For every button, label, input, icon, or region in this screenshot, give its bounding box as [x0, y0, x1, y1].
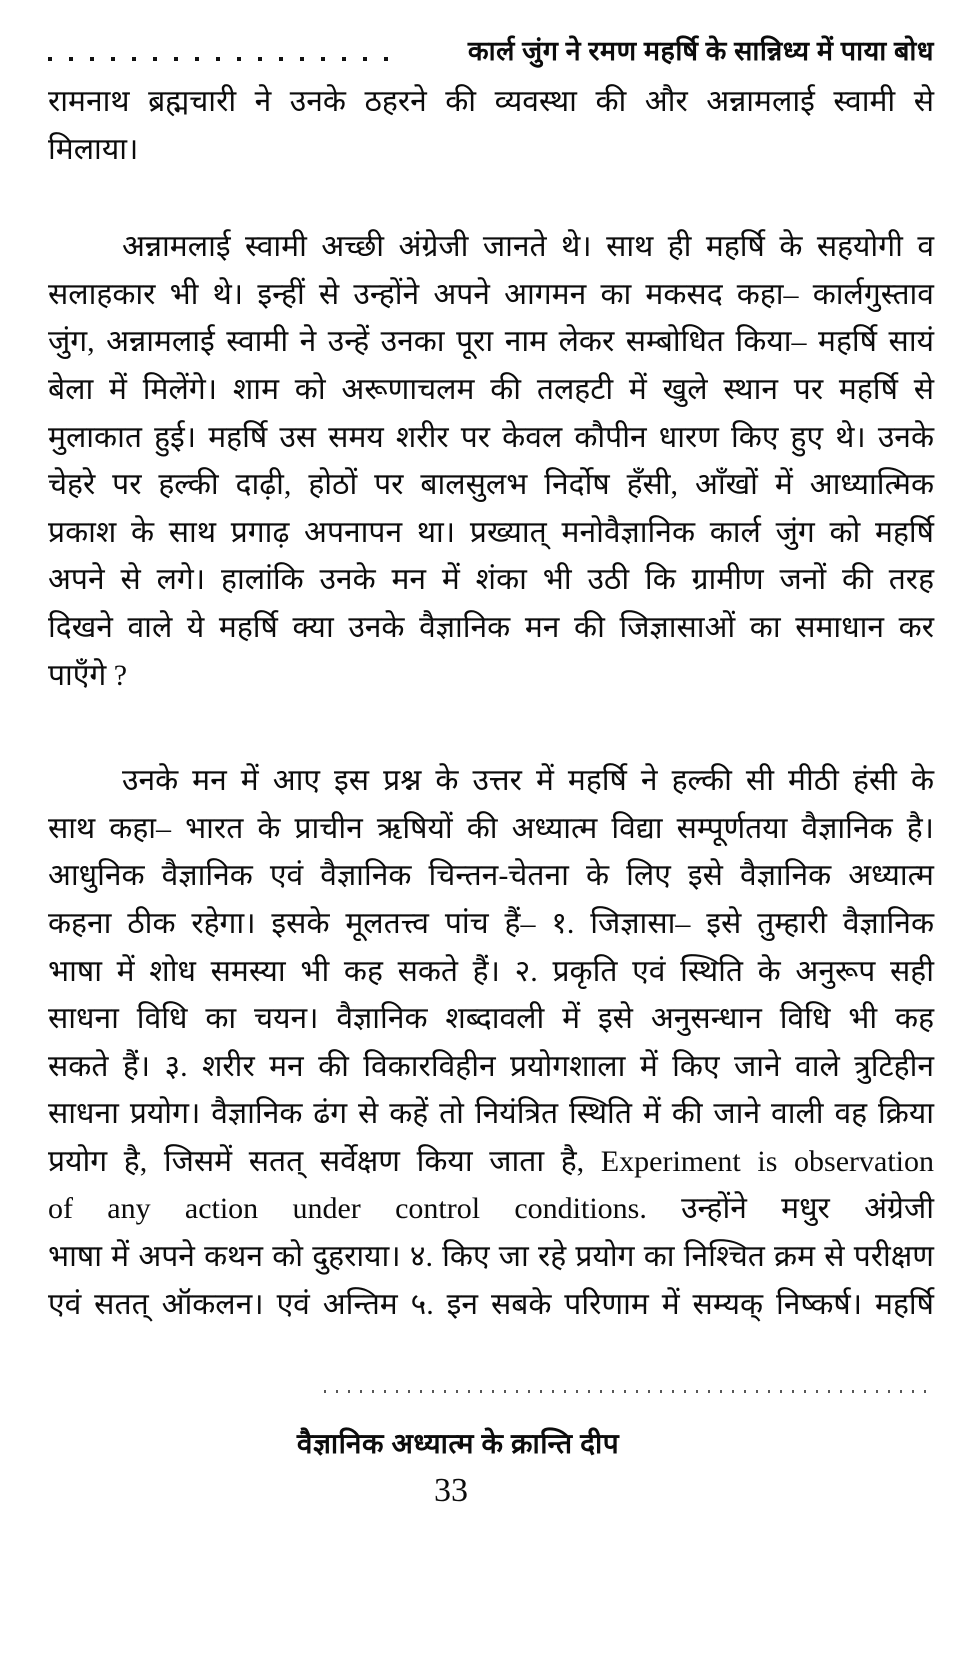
header-leader-dots	[48, 57, 400, 61]
text-line: सलाहकार भी थे। इन्हीं से उन्होंने अपने आगमन का मकसद कहा– कार्लगुस्ताव	[48, 277, 934, 311]
text-line: कहना ठीक रहेगा। इसके मूलतत्त्व पांच हैं– १. जिज्ञासा– इसे तुम्हारी वैज्ञानिक	[48, 906, 934, 940]
text-line: प्रयोग है, जिसमें सतत् सर्वेक्षण किया जाता है, Experiment is observation	[48, 1144, 934, 1178]
text-line: सकते हैं। ३. शरीर मन की विकारविहीन प्रयोगशाला में किए जाने वाले त्रुटिहीन	[48, 1049, 934, 1083]
text-line: साथ कहा– भारत के प्राचीन ऋषियों की अध्यात्म विद्या सम्पूर्णतया वैज्ञानिक है।	[48, 811, 934, 845]
page-number: 33	[434, 1472, 468, 1510]
text-line: रामनाथ ब्रह्मचारी ने उनके ठहरने की व्यवस्था की और अन्नामलाई स्वामी से	[48, 85, 934, 118]
text-line: भाषा में अपने कथन को दुहराया। ४. किए जा रहे प्रयोग का निश्चित क्रम से परीक्षण	[48, 1240, 934, 1274]
text-line: मुलाकात हुई। महर्षि उस समय शरीर पर केवल कौपीन धारण किए हुए थे। उनके	[48, 420, 934, 454]
text-line: साधना प्रयोग। वैज्ञानिक ढंग से कहें तो नियंत्रित स्थिति में की जाने वाली वह क्रिया	[48, 1097, 934, 1131]
text-line: बेला में मिलेंगे। शाम को अरूणाचलम की तलहटी में खुले स्थान पर महर्षि से	[48, 372, 934, 406]
text-line: जुंग, अन्नामलाई स्वामी ने उन्हें उनका पूरा नाम लेकर सम्बोधित किया– महर्षि सायं	[48, 325, 934, 359]
text-line: प्रकाश के साथ प्रगाढ़ अपनापन था। प्रख्यात् मनोवैज्ञानिक कार्ल जुंग को महर्षि	[48, 515, 934, 549]
text-line: आधुनिक वैज्ञानिक एवं वैज्ञानिक चिन्तन-चेतना के लिए इसे वैज्ञानिक अध्यात्म	[48, 859, 934, 893]
paragraph-1	[48, 78, 934, 173]
text-line: मिलाया।	[48, 132, 139, 166]
paragraph-3	[48, 757, 934, 1328]
book-title-footer: वैज्ञानिक अध्यात्म के क्रान्ति दीप	[296, 1429, 620, 1461]
text-line: एवं सतत् ऑकलन। एवं अन्तिम ५. इन सबके परिणाम में सम्यक् निष्कर्ष। महर्षि	[48, 1287, 934, 1321]
scanned-book-page	[48, 26, 934, 1513]
text-line: अपने से लगे। हालांकि उनके मन में शंका भी उठी कि ग्रामीण जनों की तरह	[48, 563, 934, 597]
text-line: चेहरे पर हल्की दाढ़ी, होठों पर बालसुलभ निर्दोष हँसी, आँखों में आध्यात्मिक	[48, 468, 934, 502]
chapter-running-title: कार्ल जुंग ने रमण महर्षि के सान्निध्य में पाया बोध	[467, 36, 934, 66]
text-line: अन्नामलाई स्वामी अच्छी अंग्रेजी जानते थे। साथ ही महर्षि के सहयोगी व	[122, 230, 934, 264]
running-header	[48, 26, 934, 70]
text-line: of any action under control conditions. उन्होंने मधुर अंग्रेजी	[48, 1192, 934, 1226]
text-line: दिखने वाले ये महर्षि क्या उनके वैज्ञानिक मन की जिज्ञासाओं का समाधान कर	[48, 610, 934, 644]
paragraph-2	[48, 223, 934, 699]
footer-dotted-rule	[324, 1390, 936, 1393]
text-line: पाएँगे ?	[48, 658, 128, 692]
text-line: उनके मन में आए इस प्रश्न के उत्तर में महर्षि ने हल्की सी मीठी हंसी के	[122, 764, 934, 798]
text-line: साधना विधि का चयन। वैज्ञानिक शब्दावली में इसे अनुसन्धान विधि भी कह	[48, 1002, 934, 1036]
text-line: भाषा में शोध समस्या भी कह सकते हैं। २. प्रकृति एवं स्थिति के अनुरूप सही	[48, 954, 934, 988]
